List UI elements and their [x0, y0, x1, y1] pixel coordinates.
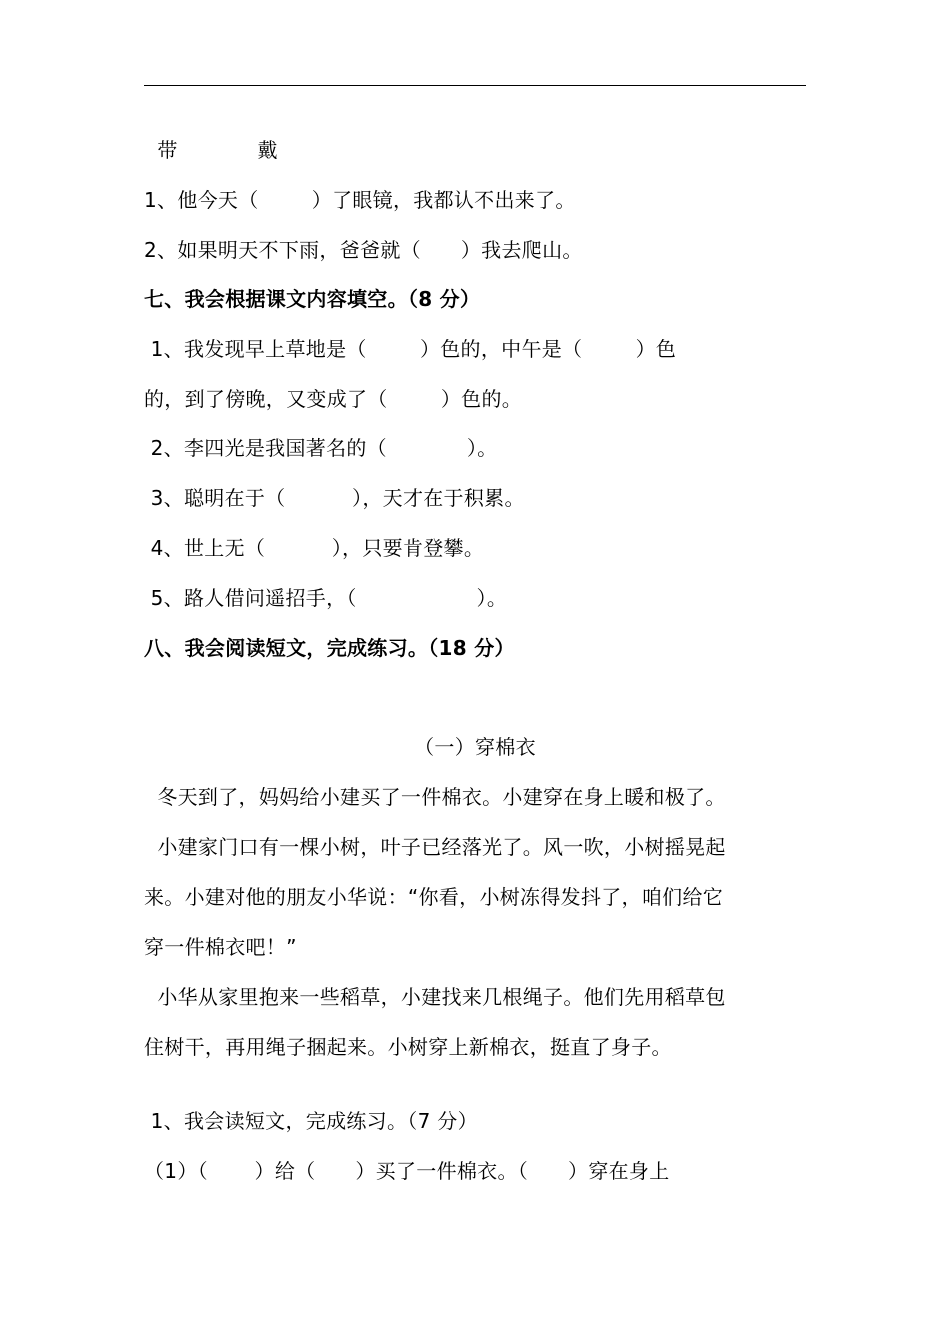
exercise-line: （1）（ ）给（ ）买了一件棉衣。（ ）穿在身上 — [144, 1159, 670, 1183]
question-line: 的，到了傍晚，又变成了（ ）色的。 — [144, 387, 523, 411]
header-rule — [144, 85, 806, 86]
question-line: 5、路人借问遥招手，（ ）。 — [144, 586, 508, 610]
passage-line: 冬天到了，妈妈给小建买了一件棉衣。小建穿在身上暖和极了。 — [144, 785, 726, 809]
question-line: 2、李四光是我国著名的（ ）。 — [144, 436, 498, 460]
passage-line: 穿一件棉衣吧！” — [144, 935, 297, 959]
passage-line: 来。小建对他的朋友小华说：“你看，小树冻得发抖了，咱们给它 — [144, 885, 724, 909]
passage-line: 住树干，再用绳子捆起来。小树穿上新棉衣，挺直了身子。 — [144, 1035, 672, 1059]
question-line: 2、如果明天不下雨，爸爸就（ ）我去爬山。 — [144, 238, 583, 262]
section-heading-8: 八、我会阅读短文，完成练习。（18 分） — [144, 636, 515, 660]
word-choice-row: 带 戴 — [144, 138, 278, 162]
section-heading-7: 七、我会根据课文内容填空。（8 分） — [144, 287, 481, 311]
question-line: 1、我发现早上草地是（ ）色的，中午是（ ）色 — [144, 337, 677, 361]
exercise-heading: 1、我会读短文，完成练习。（7 分） — [144, 1109, 478, 1133]
passage-line: 小建家门口有一棵小树，叶子已经落光了。风一吹，小树摇晃起 — [144, 835, 726, 859]
question-line: 1、他今天（ ）了眼镜，我都认不出来了。 — [144, 188, 576, 212]
passage-title: （一）穿棉衣 — [414, 735, 536, 759]
question-line: 4、世上无（ ），只要肯登攀。 — [144, 536, 485, 560]
passage-line: 小华从家里抱来一些稻草，小建找来几根绳子。他们先用稻草包 — [144, 985, 726, 1009]
question-line: 3、聪明在于（ ），天才在于积累。 — [144, 486, 525, 510]
